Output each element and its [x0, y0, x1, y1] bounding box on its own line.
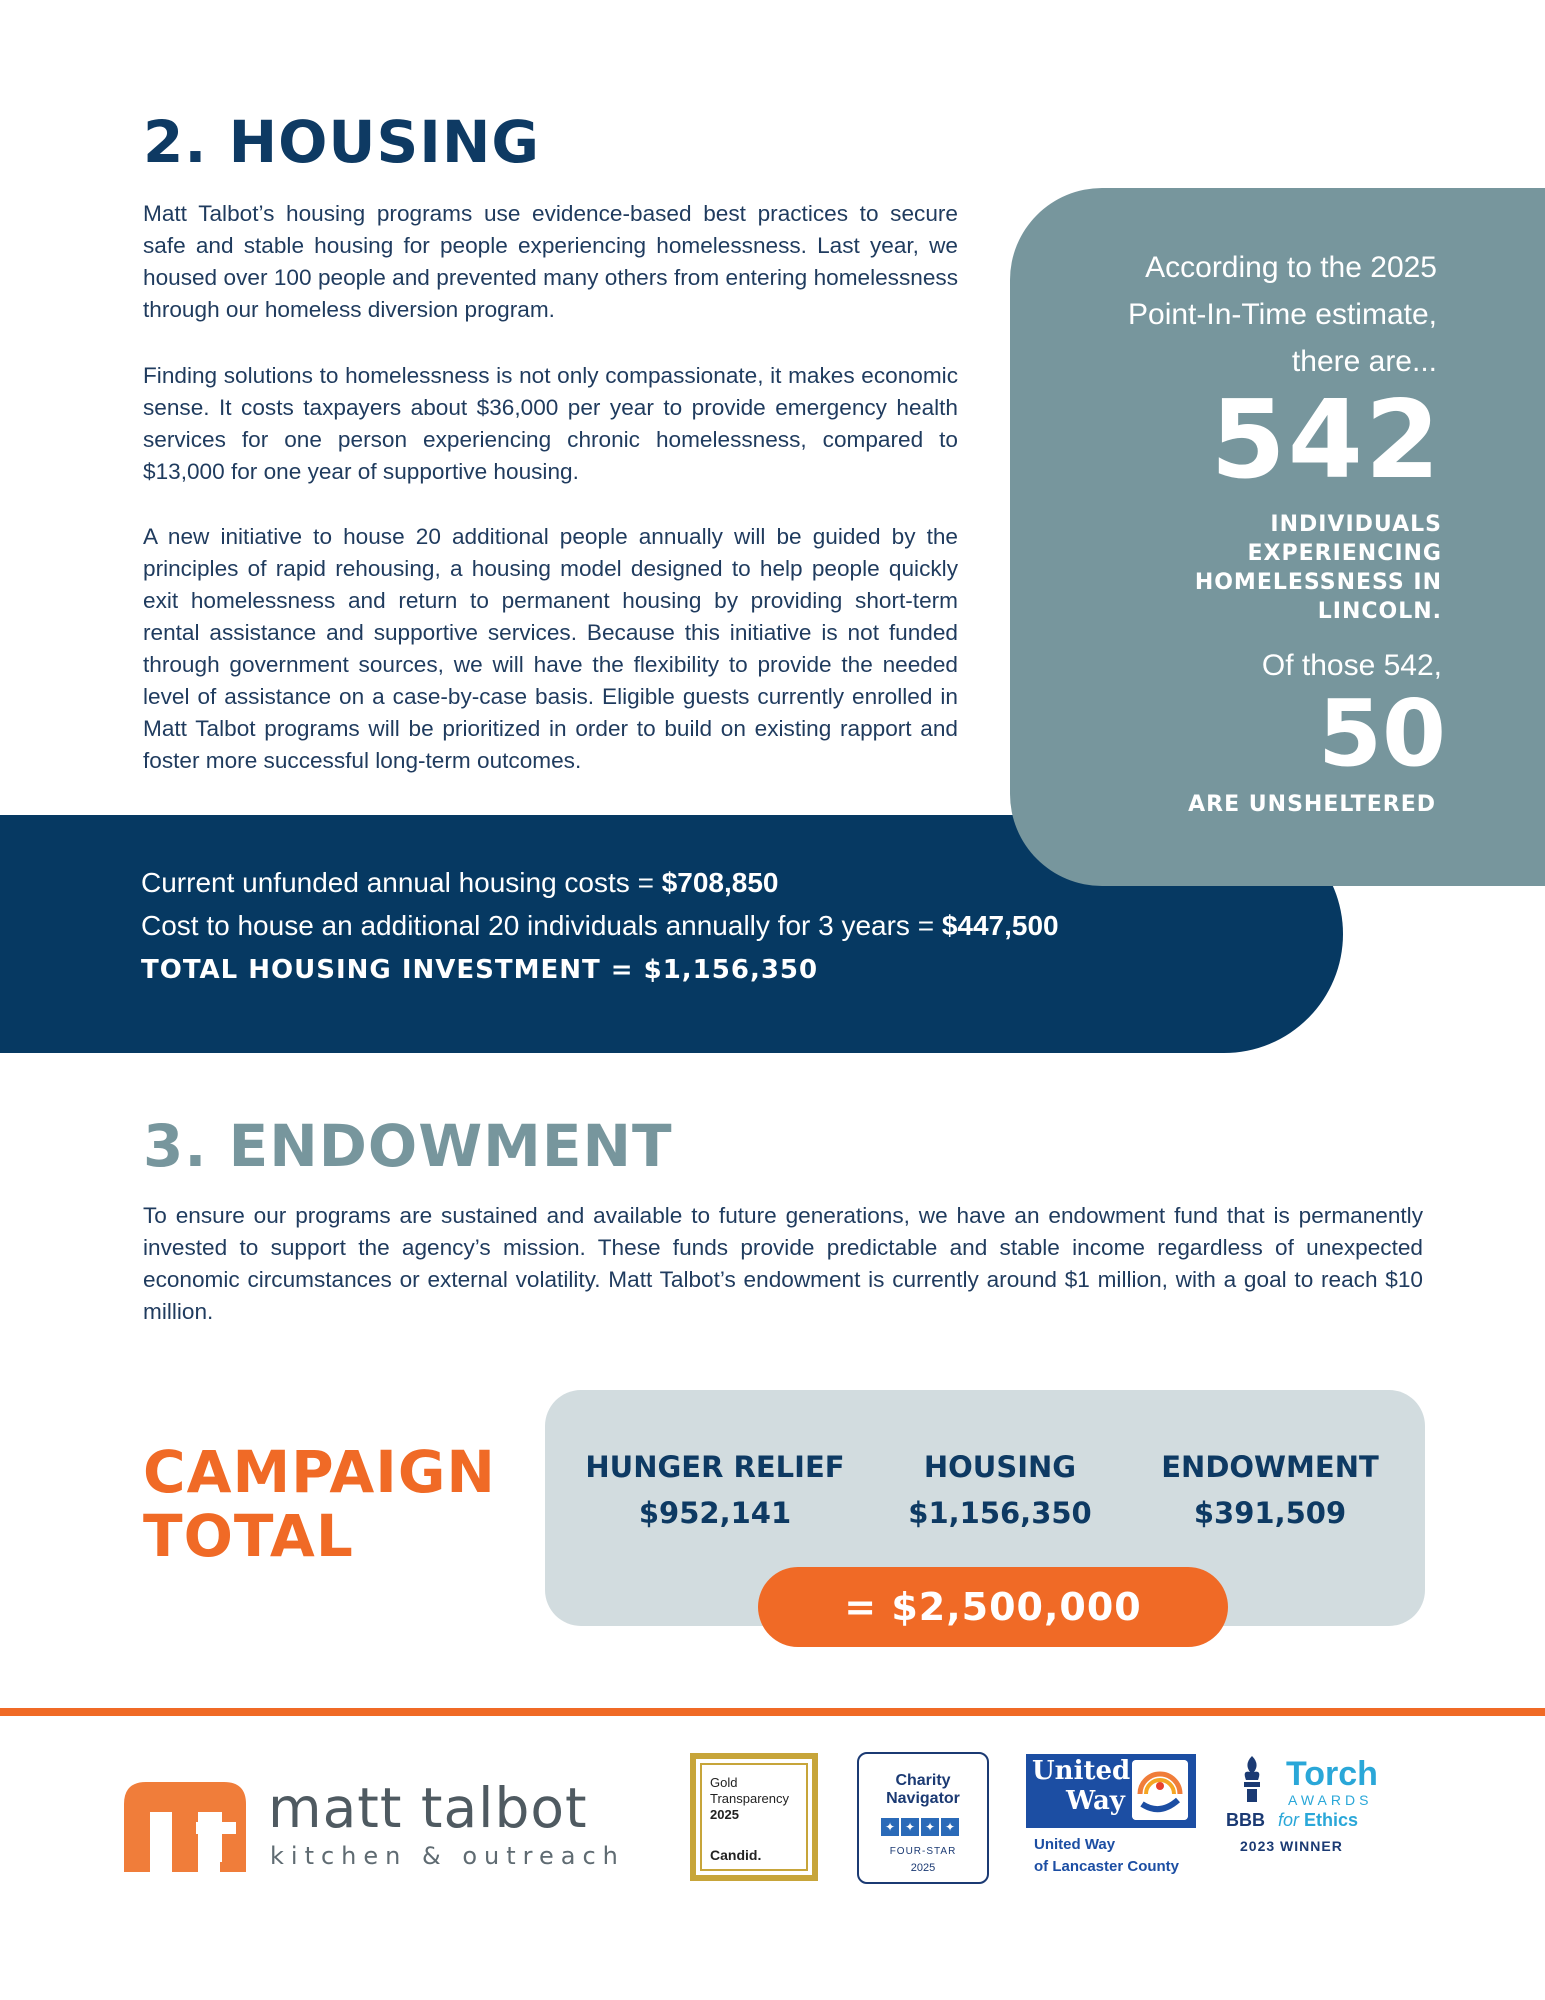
- charity-navigator-badge: [857, 1752, 989, 1884]
- united-way-hand-icon: [1132, 1760, 1188, 1820]
- campaign-total-heading: [143, 1440, 496, 1568]
- breakdown-amount: $952,141: [638, 1496, 792, 1530]
- pit-intro-line: Point-In-Time estimate,: [1128, 298, 1437, 331]
- uw-word: Way: [1066, 1786, 1125, 1816]
- endowment-paragraph: To ensure our programs are sustained and available to future generations, we have an endowment fund that is permanently invested to support the agency’s mission. These funds provide predictable and stable income regardless of unexpected economic circumstances or external volatility. Matt Talbot’s endowment is currently around $1 million, with a goal to reach $10 million.: [143, 1203, 1423, 1324]
- campaign-heading-line: TOTAL: [143, 1502, 354, 1570]
- homeless-count: 542: [1210, 378, 1442, 503]
- housing-paragraph-3: A new initiative to house 20 additional people annually will be guided by the principles of rapid rehousing, a housing model designed to help people quickly exit homelessness and return to permanent housing by providing short-term rental assistance and supportive services. Because this initiative is not funded through government sources, we will have the flexibility to provide the needed level of assistance on a case-by-case basis. Eligible guests currently enrolled in Matt Talbot programs will be prioritized in order to build on existing rapport and foster more successful long-term outcomes.: [143, 524, 958, 773]
- uw-label-line: of Lancaster County: [1034, 1858, 1180, 1875]
- homeless-count-caption: [1122, 510, 1442, 626]
- breakdown-endowment: [1135, 1448, 1405, 1532]
- breakdown-label: ENDOWMENT: [1161, 1450, 1379, 1484]
- total-housing-investment: TOTAL HOUSING INVESTMENT = $1,156,350: [141, 955, 819, 985]
- campaign-heading-line: CAMPAIGN: [143, 1438, 496, 1506]
- candid-brand: Candid.: [710, 1847, 762, 1863]
- org-name: matt talbot: [268, 1776, 588, 1840]
- for-word: for: [1278, 1810, 1300, 1830]
- bbb-torch-award: [1226, 1756, 1396, 1866]
- candid-gold-badge: [690, 1753, 818, 1881]
- star-icon: ✦: [921, 1818, 939, 1836]
- pit-intro-line: According to the 2025: [1145, 251, 1437, 284]
- united-way-label: [1034, 1834, 1179, 1878]
- ethics-word: Ethics: [1304, 1810, 1359, 1830]
- candid-text: Gold: [710, 1775, 738, 1790]
- caption-line: INDIVIDUALS: [1270, 512, 1442, 537]
- breakdown-amount: $391,509: [1193, 1496, 1347, 1530]
- matt-talbot-logo-icon: [124, 1782, 246, 1872]
- candid-text: Transparency: [710, 1791, 789, 1806]
- star-icon: ✦: [901, 1818, 919, 1836]
- four-star-icons: [881, 1818, 961, 1836]
- star-icon: ✦: [881, 1818, 899, 1836]
- united-way-logo: [1026, 1754, 1196, 1828]
- torch-word: Torch: [1286, 1755, 1378, 1793]
- housing-paragraph-2: Finding solutions to homelessness is not only compassionate, it makes economic sense. It costs taxpayers about $36,000 per year to provide emergency health services for one person experiencing chronic homelessness, compared to $13,000 for one year of supportive housing.: [143, 363, 958, 484]
- housing-heading: 2. HOUSING: [143, 108, 541, 176]
- breakdown-housing: [865, 1448, 1135, 1532]
- breakdown-amount: $1,156,350: [908, 1496, 1092, 1530]
- unfunded-cost-label: Current unfunded annual housing costs =: [141, 867, 662, 898]
- pit-stats-panel: [1010, 188, 1545, 886]
- cn-rating: FOUR-STAR: [889, 1846, 957, 1857]
- winner-year: 2023 WINNER: [1240, 1838, 1343, 1854]
- bbb-word: BBB: [1226, 1810, 1265, 1830]
- caption-line: EXPERIENCING: [1247, 541, 1442, 566]
- of-those-text: Of those 542,: [1261, 649, 1442, 682]
- org-tagline: kitchen & outreach: [270, 1842, 625, 1870]
- additional-cost-label: Cost to house an additional 20 individuals annually for 3 years =: [141, 910, 942, 941]
- pit-intro-line: there are...: [1291, 345, 1437, 378]
- breakdown-hunger-relief: [580, 1448, 850, 1532]
- additional-cost-value: $447,500: [941, 910, 1059, 941]
- cn-title: Navigator: [886, 1790, 960, 1807]
- additional-cost-line: [141, 905, 1059, 947]
- candid-text: 2025: [710, 1807, 739, 1822]
- unsheltered-caption: ARE UNSHELTERED: [1188, 792, 1436, 817]
- footer-divider: [0, 1708, 1545, 1716]
- housing-paragraph-1: Matt Talbot’s housing programs use evidence-based best practices to secure safe and stable housing for people experiencing homelessness. Last year, we housed over 100 people and prevented many others from entering homelessness through our homeless diversion program.: [143, 201, 958, 322]
- uw-label-line: United Way: [1034, 1836, 1116, 1853]
- endowment-heading: 3. ENDOWMENT: [143, 1112, 673, 1180]
- breakdown-label: HOUSING: [923, 1450, 1077, 1484]
- star-icon: ✦: [941, 1818, 959, 1836]
- unsheltered-count: 50: [1317, 680, 1446, 787]
- awards-word: AWARDS: [1288, 1792, 1373, 1808]
- breakdown-label: HUNGER RELIEF: [585, 1450, 845, 1484]
- cn-title: Charity: [895, 1772, 951, 1789]
- ethics-line: [1278, 1810, 1358, 1831]
- torch-icon: [1240, 1756, 1264, 1802]
- caption-line: HOMELESSNESS IN: [1194, 570, 1442, 595]
- pit-intro: [1128, 244, 1437, 385]
- unfunded-cost-value: $708,850: [661, 867, 779, 898]
- cn-year: 2025: [910, 1862, 936, 1874]
- uw-word: United: [1032, 1756, 1131, 1786]
- unfunded-cost-line: [141, 862, 779, 904]
- caption-line: LINCOLN.: [1317, 599, 1442, 624]
- campaign-total-pill: = $2,500,000: [758, 1567, 1228, 1647]
